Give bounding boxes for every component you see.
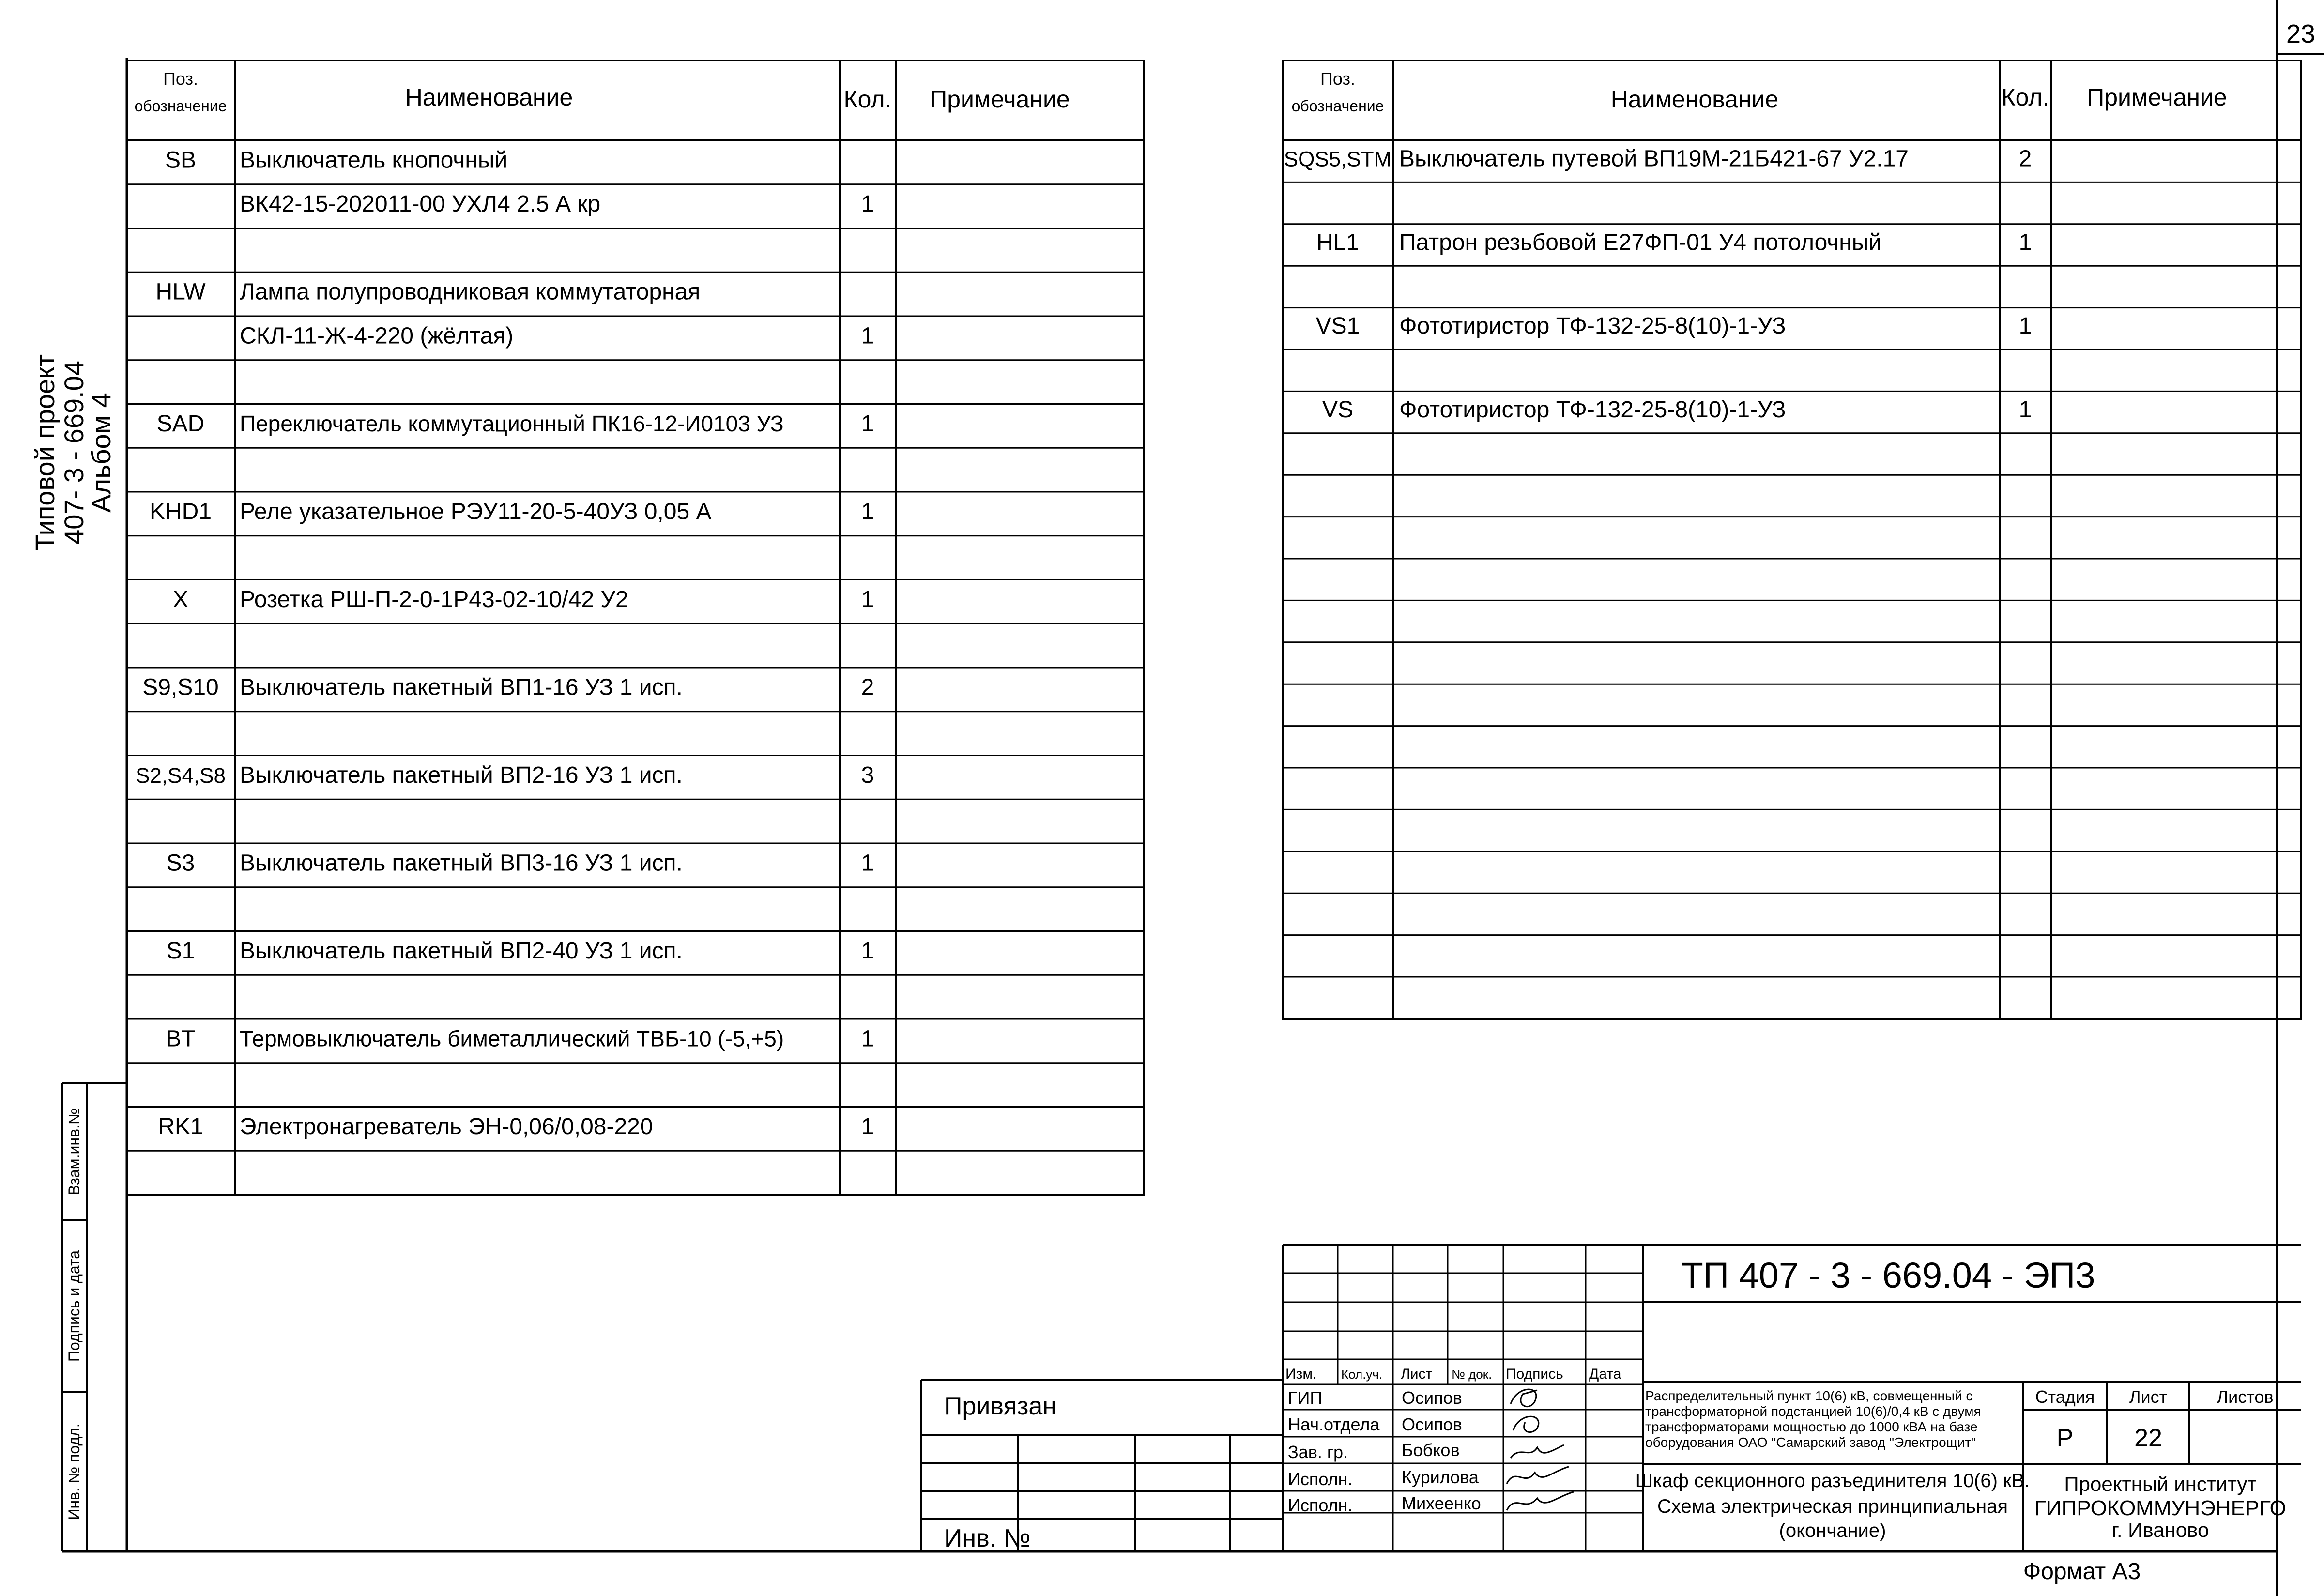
right-table-row — [1284, 146, 2032, 172]
left-table-row — [155, 279, 700, 305]
stamp-vzam-inv: Взам.инв.№ — [65, 1108, 83, 1196]
right-item-quantity: 1 — [2018, 313, 2032, 339]
right-position-code: SQS5,STM — [1284, 147, 1392, 171]
right-item-quantity: 1 — [2018, 396, 2032, 423]
title-block — [1283, 1245, 2301, 1551]
tb-header-koluch: Кол.уч. — [1341, 1367, 1383, 1382]
left-item-name: СКЛ-11-Ж-4-220 (жёлтая) — [240, 323, 514, 349]
right-item-name: Выключатель путевой ВП19М-21Б421-67 У2.17 — [1399, 146, 1909, 172]
right-table-rows — [1284, 146, 2032, 423]
tb-role-5: Исполн. — [1288, 1495, 1353, 1515]
tb-role-3: Зав. гр. — [1288, 1442, 1348, 1462]
tb-header-izm: Изм. — [1285, 1366, 1317, 1382]
left-item-quantity: 1 — [861, 1113, 874, 1140]
right-table-row — [1316, 229, 2032, 255]
left-table-row — [150, 499, 874, 524]
left-position-code: KHD1 — [149, 499, 212, 525]
left-spec-table — [127, 61, 1144, 1195]
binding-label: Привязан — [944, 1392, 1057, 1420]
left-table-row — [158, 1114, 874, 1140]
left-table-row — [136, 762, 874, 788]
tb-role-2: Нач.отдела — [1288, 1414, 1380, 1434]
left-position-code: X — [172, 586, 189, 612]
left-table-row — [166, 1026, 874, 1051]
left-item-name: Термовыключатель биметаллический ТВБ-10 (-5,+5) — [240, 1026, 784, 1051]
stage-label: Стадия — [2035, 1387, 2095, 1407]
right-header-note: Примечание — [2087, 84, 2227, 111]
document-code: ТП 407 - 3 - 669.04 - ЭП3 — [1681, 1255, 2095, 1295]
left-table-row — [142, 674, 874, 700]
right-table-row — [1316, 313, 2032, 339]
left-item-quantity: 3 — [861, 762, 874, 788]
left-position-code: SAD — [156, 410, 205, 437]
left-item-name: ВК42-15-202011-00 УХЛ4 2.5 А кр — [240, 191, 601, 217]
side-project-label — [30, 354, 116, 551]
left-item-quantity: 1 — [861, 191, 874, 217]
right-item-name: Фототиристор ТФ-132-25-8(10)-1-УЗ — [1399, 396, 1786, 423]
right-item-quantity: 1 — [2018, 229, 2032, 256]
left-header-pos-line2: обозначение — [134, 97, 227, 115]
tb-role-1: ГИП — [1288, 1388, 1323, 1408]
right-header-qty: Кол. — [2001, 84, 2049, 111]
tb-header-doc: № док. — [1452, 1367, 1492, 1382]
left-item-name: Электронагреватель ЭН-0,06/0,08-220 — [240, 1113, 653, 1140]
org-line1: Проектный институт — [2064, 1473, 2257, 1495]
right-position-code: VS1 — [1315, 313, 1360, 339]
left-table-row — [173, 587, 874, 612]
tb-header-date: Дата — [1589, 1366, 1621, 1382]
tb-description-4: оборудования ОАО "Самарский завод "Электрощит" — [1645, 1435, 1976, 1450]
tb-name-1: Осипов — [1402, 1388, 1462, 1408]
left-position-code: S3 — [166, 850, 195, 876]
left-item-quantity: 1 — [861, 499, 874, 525]
tb-name-4: Курилова — [1402, 1467, 1479, 1487]
left-item-name: Выключатель пакетный ВП1-16 УЗ 1 исп. — [240, 674, 683, 700]
left-item-quantity: 1 — [861, 938, 874, 964]
left-table-rows — [136, 147, 874, 1140]
right-item-name: Патрон резьбовой Е27ФП-01 У4 потолочный — [1399, 229, 1882, 256]
inventory-number-label: Инв. № — [944, 1524, 1031, 1552]
left-item-name: Выключатель кнопочный — [240, 147, 508, 173]
org-line2: ГИПРОКОММУНЭНЕРГО — [2034, 1496, 2286, 1520]
right-spec-table — [1283, 61, 2301, 1019]
left-table-row — [167, 938, 874, 964]
left-item-quantity: 2 — [861, 674, 874, 700]
left-item-name: Выключатель пакетный ВП3-16 УЗ 1 исп. — [240, 850, 683, 876]
left-position-code: RK1 — [158, 1113, 203, 1140]
sheet-value: 22 — [2134, 1424, 2162, 1452]
left-position-code: HLW — [155, 279, 206, 305]
left-item-quantity: 1 — [861, 850, 874, 876]
right-header-pos-line2: обозначение — [1291, 97, 1384, 115]
side-label-line1: Типовой проект — [30, 354, 60, 551]
left-header-pos-line1: Поз. — [163, 69, 198, 89]
left-item-quantity: 1 — [861, 1026, 874, 1052]
left-header-qty: Кол. — [843, 86, 892, 113]
page-number: 23 — [2286, 19, 2316, 48]
right-header-name: Наименование — [1610, 86, 1779, 113]
signatures — [1507, 1389, 1574, 1510]
left-position-code: SB — [165, 147, 197, 173]
right-item-quantity: 2 — [2018, 146, 2032, 172]
paper-format: Формат А3 — [2023, 1559, 2141, 1584]
tb-description-1: Распределительный пункт 10(6) кВ, совмещенный с — [1645, 1388, 1973, 1403]
left-header-name: Наименование — [405, 84, 573, 111]
left-item-name: Выключатель пакетный ВП2-16 УЗ 1 исп. — [240, 762, 683, 788]
tb-name-5: Михеенко — [1402, 1493, 1481, 1513]
right-item-name: Фототиристор ТФ-132-25-8(10)-1-УЗ — [1399, 313, 1786, 339]
stamp-inv-podl: Инв. № подл. — [65, 1423, 83, 1520]
sheet-title-line2: Схема электрическая принципиальная — [1657, 1496, 2008, 1517]
org-line3: г. Иваново — [2111, 1519, 2209, 1541]
left-table-row — [167, 850, 874, 876]
left-item-name: Переключатель коммутационный ПК16-12-И0103 УЗ — [240, 410, 784, 436]
sheet-label: Лист — [2129, 1387, 2168, 1407]
tb-name-2: Осипов — [1402, 1414, 1462, 1434]
left-table-row — [157, 411, 874, 437]
left-item-quantity: 1 — [861, 410, 874, 437]
right-position-code: HL1 — [1316, 229, 1360, 256]
right-table-row — [1322, 397, 2032, 423]
left-header-note: Примечание — [930, 86, 1070, 113]
left-item-quantity: 1 — [861, 586, 874, 612]
left-item-name: Розетка РШ-П-2-0-1Р43-02-10/42 У2 — [240, 586, 628, 612]
right-header-pos-line1: Поз. — [1320, 69, 1355, 89]
tb-name-3: Бобков — [1402, 1440, 1460, 1460]
left-position-code: BT — [166, 1026, 196, 1052]
tb-description-3: трансформаторами мощностью до 1000 кВА на базе — [1645, 1419, 1978, 1434]
left-item-quantity: 1 — [861, 323, 874, 349]
tb-header-signature: Подпись — [1506, 1366, 1563, 1382]
left-position-code: S9,S10 — [142, 674, 219, 700]
left-item-name: Выключатель пакетный ВП2-40 УЗ 1 исп. — [240, 938, 683, 964]
sheet-title-line1: Шкаф секционного разъединителя 10(6) кВ. — [1635, 1470, 2030, 1491]
sheets-label: Листов — [2217, 1387, 2274, 1407]
left-position-code: S2,S4,S8 — [136, 763, 226, 788]
tb-description-2: трансформаторной подстанцией 10(6)/0,4 кВ с двумя — [1645, 1404, 1981, 1419]
left-table-row — [240, 191, 874, 217]
left-table-row — [240, 323, 874, 349]
side-label-line3: Альбом 4 — [86, 393, 116, 513]
sheet-title-line3: (окончание) — [1779, 1520, 1886, 1541]
left-item-name: Реле указательное РЭУ11-20-5-40УЗ 0,05 А — [240, 499, 712, 525]
left-table-row — [165, 147, 507, 173]
right-table-row-lines — [1283, 182, 2301, 977]
tb-role-4: Исполн. — [1288, 1469, 1353, 1489]
tb-header-list: Лист — [1401, 1366, 1433, 1382]
side-label-line2: 407- 3 - 669.04 — [59, 361, 89, 545]
left-position-code: S1 — [166, 938, 195, 964]
left-item-name: Лампа полупроводниковая коммутаторная — [240, 279, 701, 305]
stage-value: Р — [2056, 1424, 2074, 1452]
stamp-signature-date: Подпись и дата — [65, 1250, 83, 1362]
right-position-code: VS — [1322, 396, 1354, 423]
